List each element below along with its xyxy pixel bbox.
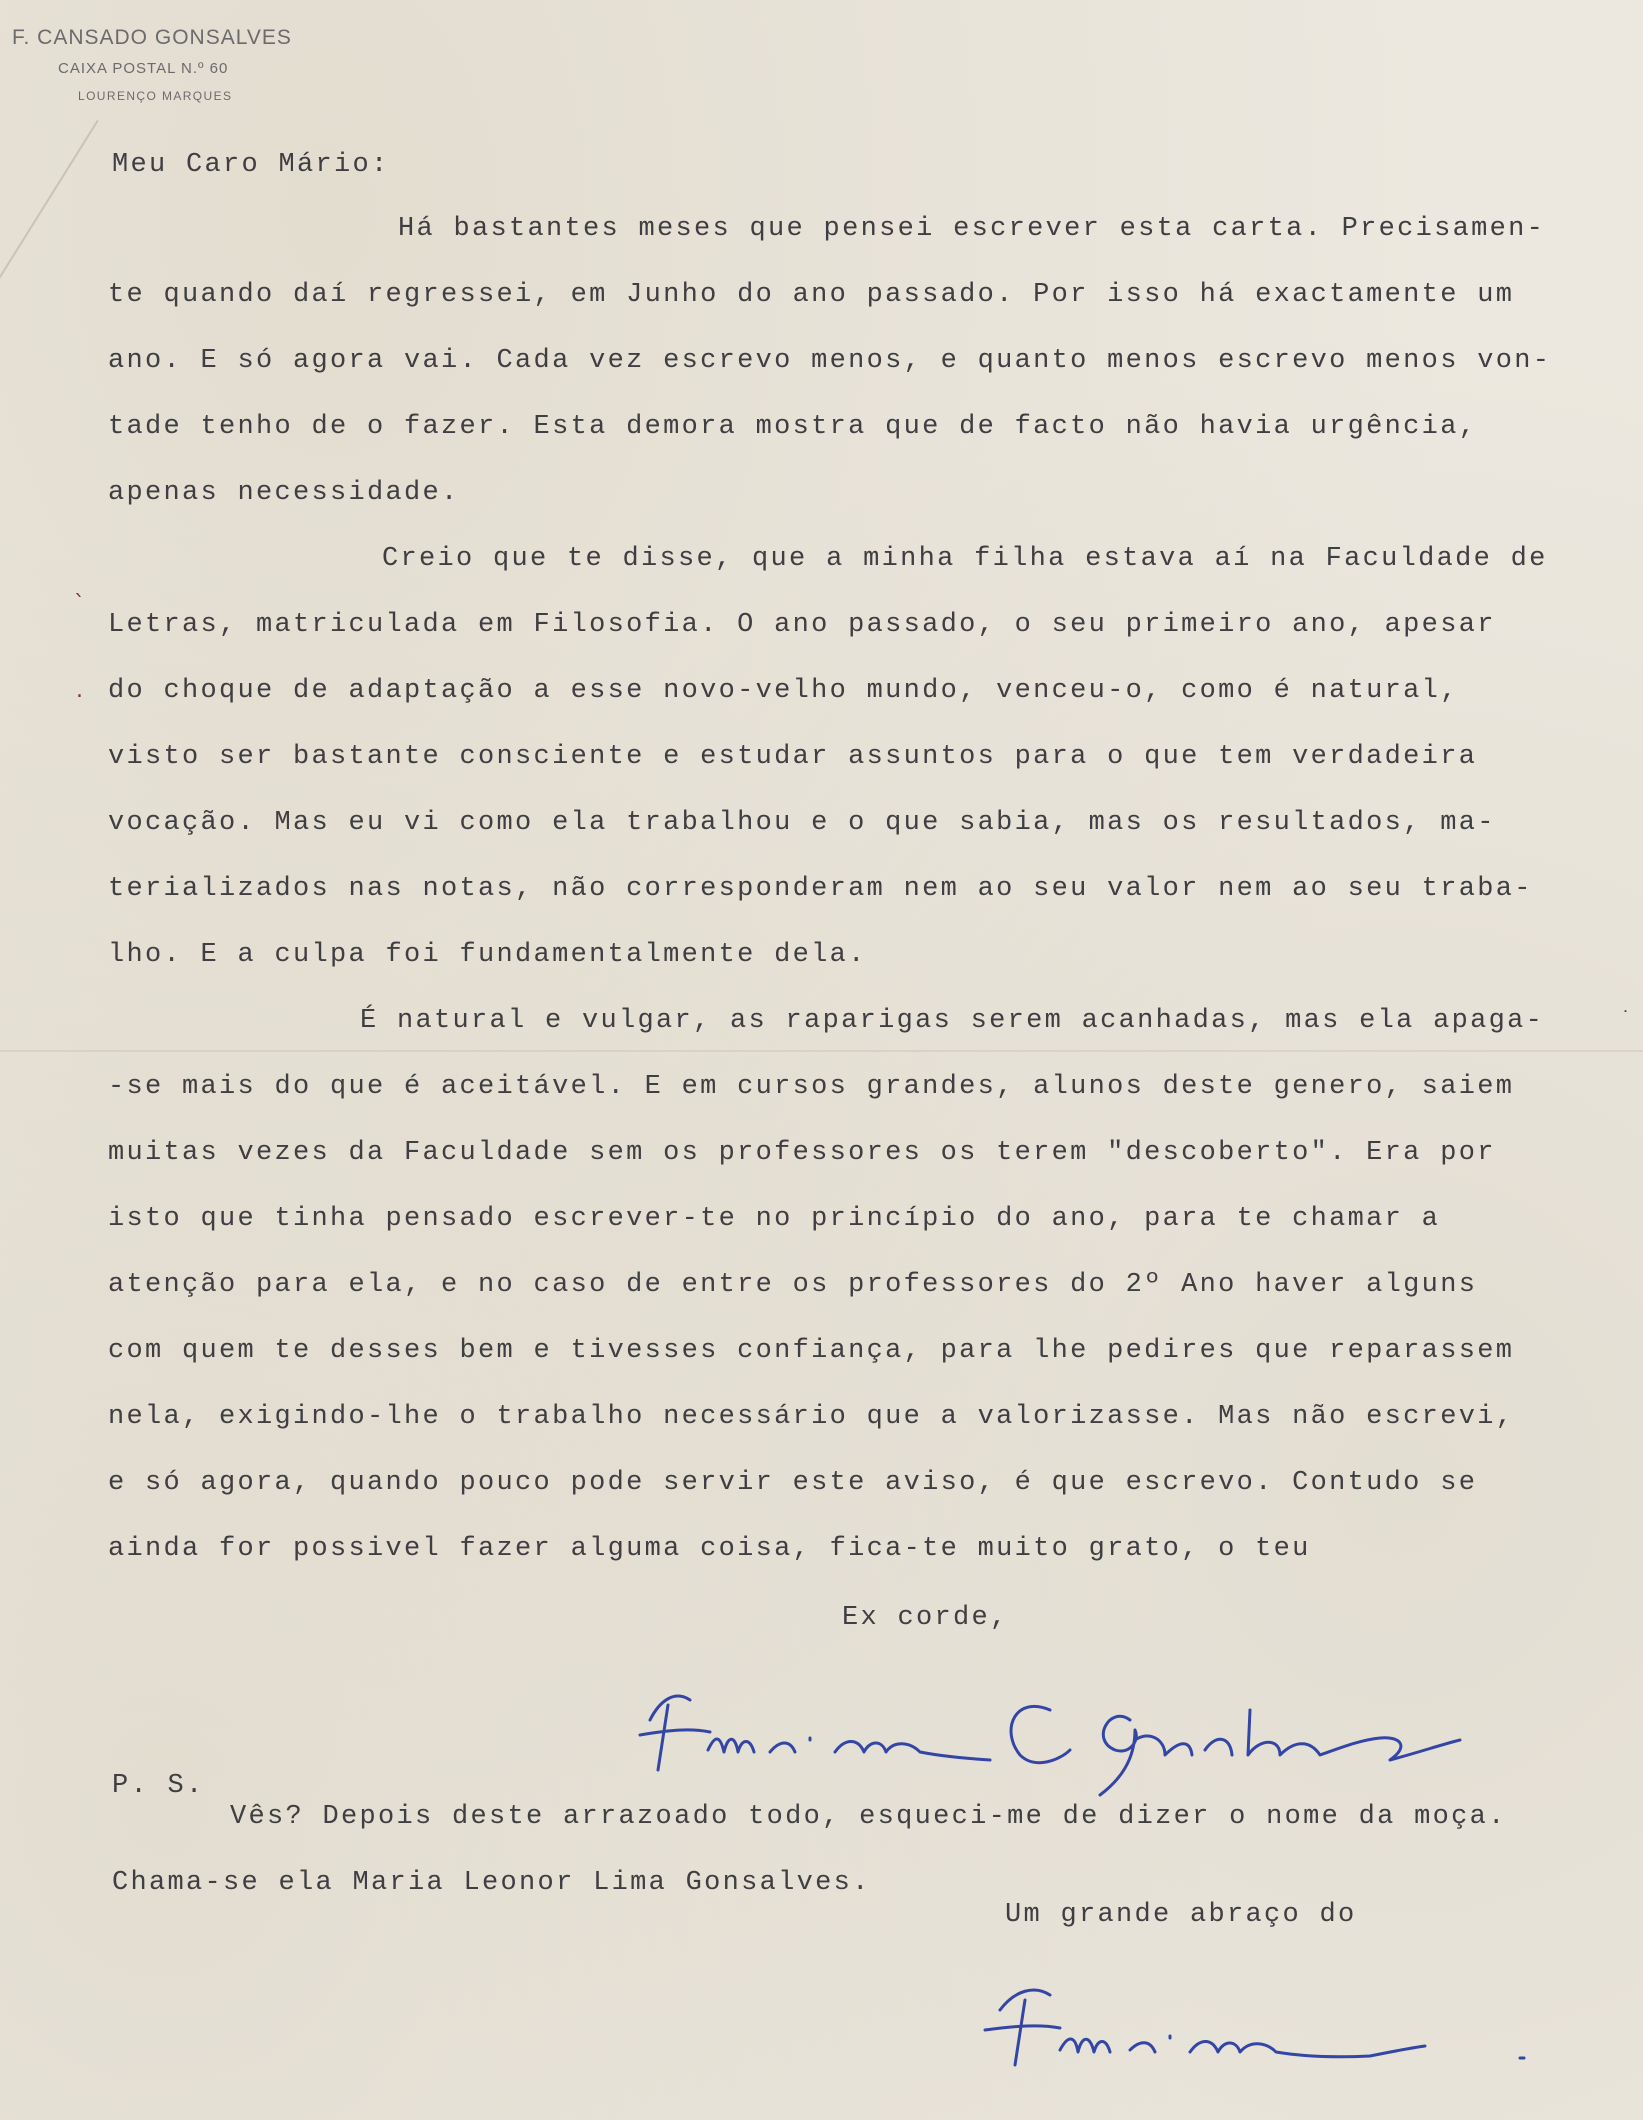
- text-line: -se mais do que é aceitável. E em cursos grandes, alunos deste genero, saiem: [108, 1072, 1515, 1102]
- text-line: visto ser bastante consciente e estudar assuntos para o que tem verdadeira: [108, 742, 1478, 772]
- letterhead-city: LOURENÇO MARQUES: [78, 89, 233, 103]
- text-line: vocação. Mas eu vi como ela trabalhou e o que sabia, mas os resultados, ma-: [108, 808, 1496, 838]
- signature: [620, 1660, 1600, 1810]
- fold-line: [0, 1050, 1643, 1052]
- text-line: te quando daí regressei, em Junho do ano passado. Por isso há exactamente um: [108, 280, 1515, 310]
- text-line: tade tenho de o fazer. Esta demora mostra que de facto não havia urgência,: [108, 412, 1478, 442]
- text-line: ano. E só agora vai. Cada vez escrevo menos, e quanto menos escrevo menos von-: [108, 346, 1552, 376]
- salutation: Meu Caro Mário:: [112, 150, 390, 180]
- text-line: lho. E a culpa foi fundamentalmente dela.: [108, 940, 867, 970]
- postscript-label: P. S.: [112, 1771, 205, 1801]
- closing: Ex corde,: [842, 1603, 1009, 1633]
- paper-crease: [0, 120, 99, 342]
- text-line: Letras, matriculada em Filosofia. O ano passado, o seu primeiro ano, apesar: [108, 610, 1496, 640]
- signature-initial: [960, 1960, 1560, 2080]
- text-line: atenção para ela, e no caso de entre os professores do 2º Ano haver alguns: [108, 1270, 1478, 1300]
- text-line: Há bastantes meses que pensei escrever esta carta. Precisamen-: [398, 214, 1546, 244]
- text-line: com quem te desses bem e tivesses confiança, para lhe pedires que reparassem: [108, 1336, 1515, 1366]
- text-line: apenas necessidade.: [108, 478, 460, 508]
- letterhead-name: F. CANSADO GONSALVES: [12, 26, 292, 49]
- letterhead-postal-box: CAIXA POSTAL N.º 60: [58, 60, 229, 77]
- margin-mark: .: [76, 678, 83, 703]
- text-line: nela, exigindo-lhe o trabalho necessário que a valorizasse. Mas não escrevi,: [108, 1402, 1515, 1432]
- margin-mark: ˋ: [74, 592, 85, 617]
- text-line: muitas vezes da Faculdade sem os professores os terem "descoberto". Era por: [108, 1138, 1496, 1168]
- postscript-closing: Um grande abraço do: [1005, 1900, 1357, 1930]
- postscript-line: Vês? Depois deste arrazoado todo, esqueci-me de dizer o nome da moça.: [230, 1802, 1507, 1832]
- text-line: É natural e vulgar, as raparigas serem acanhadas, mas ela apaga-: [360, 1006, 1545, 1036]
- postscript-line: Chama-se ela Maria Leonor Lima Gonsalves.: [112, 1868, 871, 1898]
- stray-mark: ˙: [1621, 1008, 1630, 1029]
- text-line: terializados nas notas, não corresponderam nem ao seu valor nem ao seu traba-: [108, 874, 1533, 904]
- text-line: Creio que te disse, que a minha filha estava aí na Faculdade de: [382, 544, 1548, 574]
- text-line: do choque de adaptação a esse novo-velho mundo, venceu-o, como é natural,: [108, 676, 1459, 706]
- text-line: isto que tinha pensado escrever-te no princípio do ano, para te chamar a: [108, 1204, 1441, 1234]
- text-line: ainda for possivel fazer alguma coisa, fica-te muito grato, o teu: [108, 1534, 1311, 1564]
- text-line: e só agora, quando pouco pode servir este aviso, é que escrevo. Contudo se: [108, 1468, 1478, 1498]
